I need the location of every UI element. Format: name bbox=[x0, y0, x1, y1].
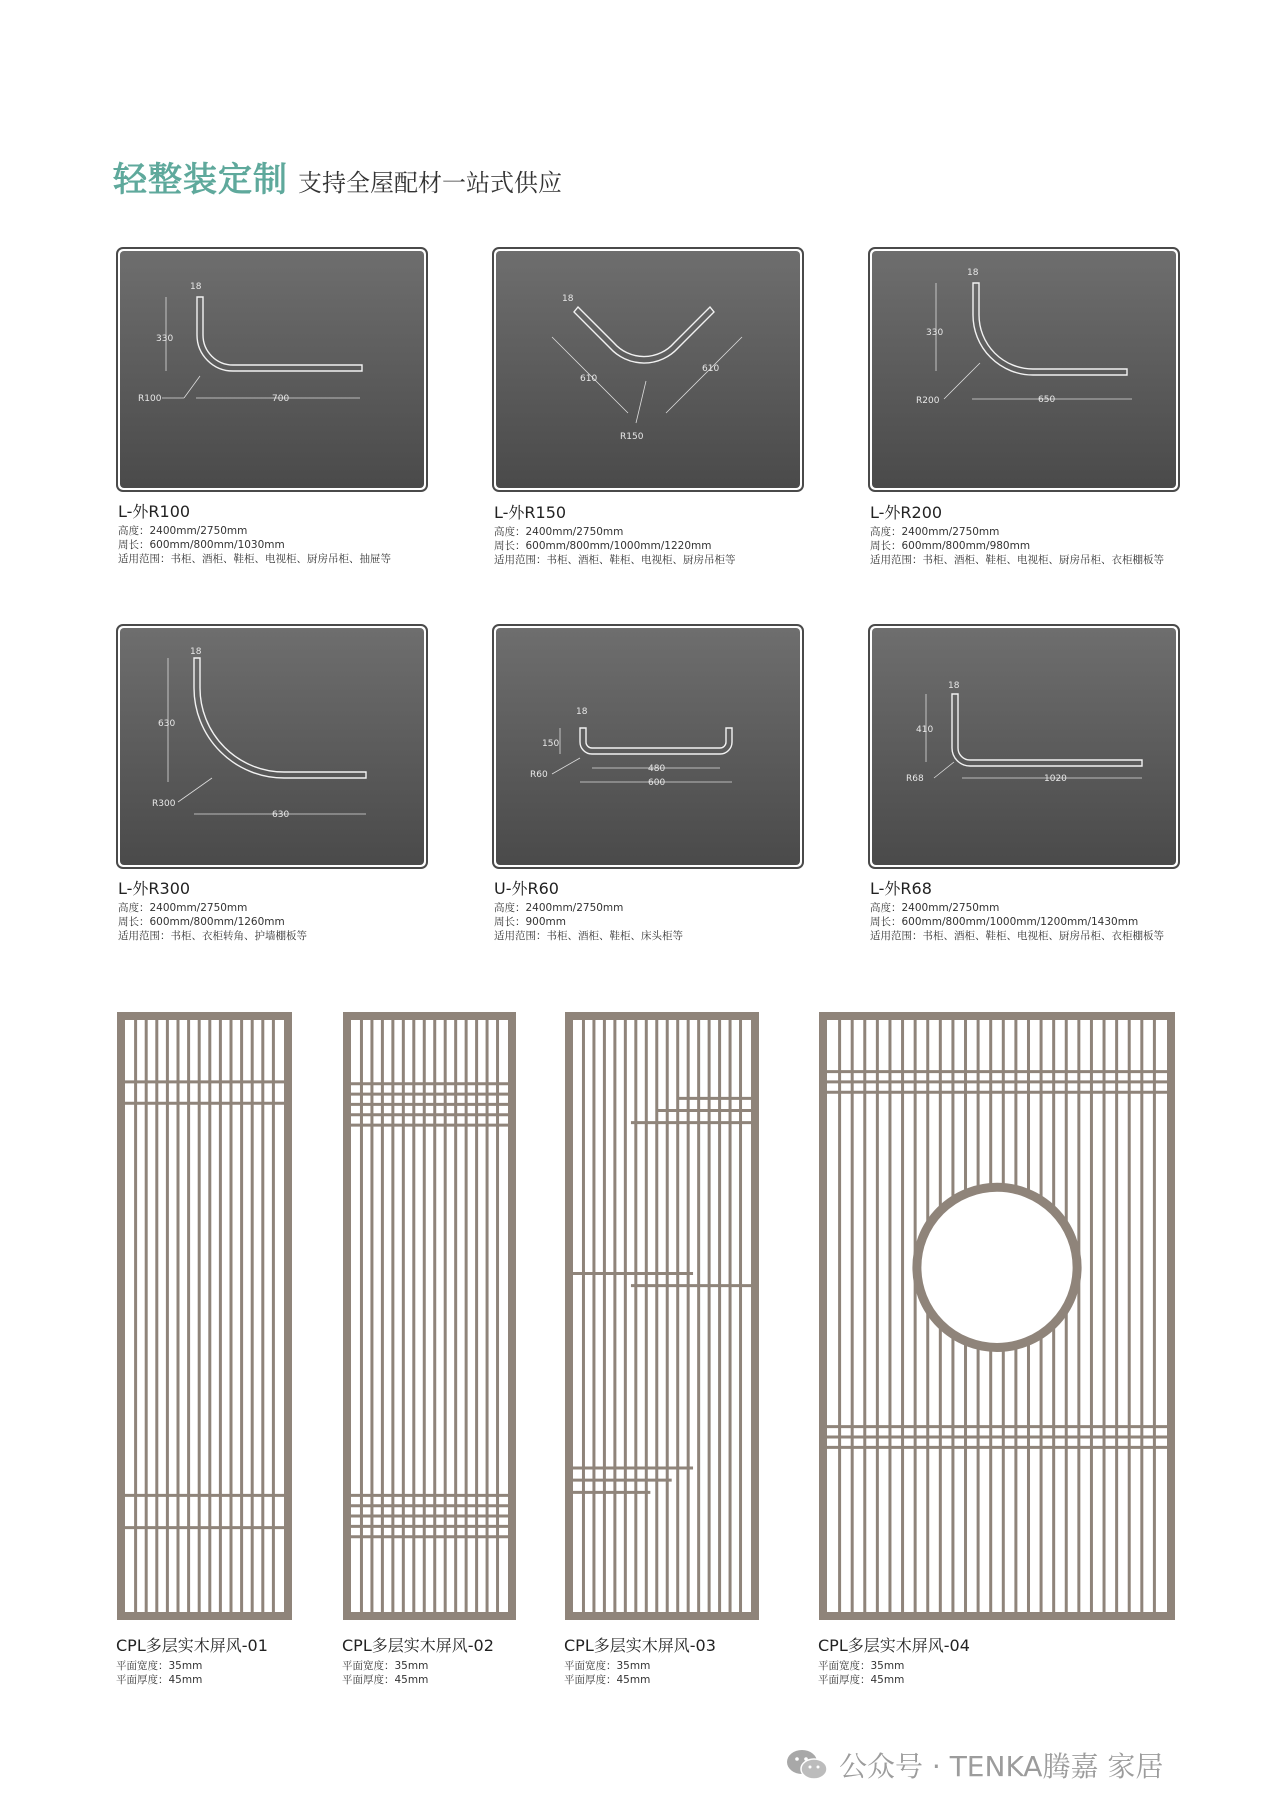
screen-panel-3 bbox=[565, 1012, 759, 1620]
profile-shape bbox=[580, 728, 732, 754]
dim-leg: 150 bbox=[542, 739, 560, 749]
screen-depth: 平面厚度：45mm bbox=[564, 1674, 651, 1686]
screen-name: CPL多层实木屏风-04 bbox=[818, 1636, 970, 1655]
profile-usage: 适用范围：书柜、酒柜、鞋柜、电视柜、厨房吊柜、衣柜棚板等 bbox=[870, 554, 1164, 566]
profile-height: 高度：2400mm/2750mm bbox=[118, 525, 248, 537]
profile-usage: 适用范围：书柜、酒柜、鞋柜、电视柜、厨房吊柜、衣柜棚板等 bbox=[870, 930, 1164, 942]
profile-spec-3 bbox=[870, 500, 1200, 567]
dim-length: 630 bbox=[272, 810, 290, 820]
dim-radius: R60 bbox=[530, 770, 548, 780]
profile-shape bbox=[194, 658, 366, 778]
screen-depth: 平面厚度：45mm bbox=[342, 1674, 429, 1686]
dim-length: 1020 bbox=[1044, 774, 1067, 784]
page-subtitle: 支持全屋配材一站式供应 bbox=[298, 169, 562, 197]
profile-name: L-外R150 bbox=[494, 503, 567, 522]
profile-name: L-外R100 bbox=[118, 502, 191, 521]
page-header bbox=[113, 152, 562, 201]
page-title: 轻整装定制 bbox=[113, 160, 288, 200]
screen-spec-1 bbox=[116, 1633, 376, 1687]
profile-height: 高度：2400mm/2750mm bbox=[494, 526, 624, 538]
screen-depth: 平面厚度：45mm bbox=[818, 1674, 905, 1686]
screen-width: 平面宽度：35mm bbox=[342, 1660, 429, 1672]
dim-thickness: 18 bbox=[967, 268, 979, 278]
screen-name: CPL多层实木屏风-02 bbox=[342, 1636, 494, 1655]
profile-diagram-1 bbox=[120, 251, 424, 488]
profile-card-6 bbox=[868, 624, 1180, 869]
dim-leg: 630 bbox=[158, 719, 176, 729]
screen-panel-1 bbox=[117, 1012, 292, 1620]
profile-diagram-2 bbox=[496, 251, 800, 488]
profile-shape bbox=[197, 297, 362, 371]
dim-radius: R68 bbox=[906, 774, 924, 784]
profile-usage: 适用范围：书柜、酒柜、鞋柜、电视柜、厨房吊柜、抽屉等 bbox=[118, 553, 391, 565]
screen-spec-2 bbox=[342, 1633, 602, 1687]
profile-height: 高度：2400mm/2750mm bbox=[494, 902, 624, 914]
profile-card-1 bbox=[116, 247, 428, 492]
screen-spec-4 bbox=[818, 1633, 1078, 1687]
profile-name: U-外R60 bbox=[494, 879, 559, 898]
dim-leg-b: 610 bbox=[702, 364, 720, 374]
screen-depth: 平面厚度：45mm bbox=[116, 1674, 203, 1686]
profile-spec-1 bbox=[118, 499, 448, 566]
dim-radius: R200 bbox=[916, 396, 940, 406]
profile-card-5 bbox=[492, 624, 804, 869]
dim-inner: 480 bbox=[648, 764, 666, 774]
profile-diagram-5 bbox=[496, 628, 800, 865]
screen-width: 平面宽度：35mm bbox=[564, 1660, 651, 1672]
profile-perimeter: 周长：600mm/800mm/1030mm bbox=[118, 539, 285, 551]
profile-name: L-外R68 bbox=[870, 879, 932, 898]
wechat-icon bbox=[785, 1748, 829, 1782]
screen-width: 平面宽度：35mm bbox=[818, 1660, 905, 1672]
profile-shape bbox=[952, 694, 1142, 766]
screen-name: CPL多层实木屏风-01 bbox=[116, 1636, 268, 1655]
profile-card-3 bbox=[868, 247, 1180, 492]
profile-card-2 bbox=[492, 247, 804, 492]
dim-radius: R100 bbox=[138, 394, 162, 404]
dim-radius: R300 bbox=[152, 799, 176, 809]
profile-height: 高度：2400mm/2750mm bbox=[118, 902, 248, 914]
profile-perimeter: 周长：600mm/800mm/980mm bbox=[870, 540, 1031, 552]
screen-panel-2 bbox=[343, 1012, 516, 1620]
dim-leg: 330 bbox=[156, 334, 174, 344]
profile-height: 高度：2400mm/2750mm bbox=[870, 526, 1000, 538]
profile-diagram-3 bbox=[872, 251, 1176, 488]
dim-length: 700 bbox=[272, 394, 290, 404]
screen-spec-3 bbox=[564, 1633, 824, 1687]
dim-leg: 410 bbox=[916, 725, 934, 735]
dim-radius: R150 bbox=[620, 432, 644, 442]
profile-spec-6 bbox=[870, 876, 1200, 943]
dim-outer: 600 bbox=[648, 778, 666, 788]
profile-perimeter: 周长：900mm bbox=[494, 916, 566, 928]
profile-perimeter: 周长：600mm/800mm/1000mm/1220mm bbox=[494, 540, 712, 552]
dim-thickness: 18 bbox=[576, 707, 588, 717]
dim-thickness: 18 bbox=[190, 647, 202, 657]
profile-usage: 适用范围：书柜、酒柜、鞋柜、床头柜等 bbox=[494, 930, 683, 942]
profile-spec-4 bbox=[118, 876, 448, 943]
dim-length: 650 bbox=[1038, 395, 1056, 405]
profile-usage: 适用范围：书柜、衣柜转角、护墙棚板等 bbox=[118, 930, 307, 942]
profile-perimeter: 周长：600mm/800mm/1260mm bbox=[118, 916, 285, 928]
profile-spec-5 bbox=[494, 876, 824, 943]
profile-shape bbox=[973, 283, 1127, 375]
dim-thickness: 18 bbox=[190, 282, 202, 292]
profile-usage: 适用范围：书柜、酒柜、鞋柜、电视柜、厨房吊柜等 bbox=[494, 554, 736, 566]
dim-leg: 330 bbox=[926, 328, 944, 338]
profile-diagram-4 bbox=[120, 628, 424, 865]
profile-card-4 bbox=[116, 624, 428, 869]
profile-perimeter: 周长：600mm/800mm/1000mm/1200mm/1430mm bbox=[870, 916, 1139, 928]
profile-shape bbox=[574, 307, 714, 363]
dim-leg-a: 610 bbox=[580, 374, 598, 384]
screen-panel-4 bbox=[819, 1012, 1175, 1620]
watermark-text: 公众号 · TENKA腾嘉 家居 bbox=[839, 1750, 1164, 1783]
dim-thickness: 18 bbox=[948, 681, 960, 691]
profile-name: L-外R200 bbox=[870, 503, 943, 522]
dim-thickness: 18 bbox=[562, 294, 574, 304]
profile-diagram-6 bbox=[872, 628, 1176, 865]
profile-name: L-外R300 bbox=[118, 879, 191, 898]
watermark bbox=[785, 1745, 1163, 1785]
screen-name: CPL多层实木屏风-03 bbox=[564, 1636, 716, 1655]
screen-width: 平面宽度：35mm bbox=[116, 1660, 203, 1672]
profile-spec-2 bbox=[494, 500, 824, 567]
profile-height: 高度：2400mm/2750mm bbox=[870, 902, 1000, 914]
